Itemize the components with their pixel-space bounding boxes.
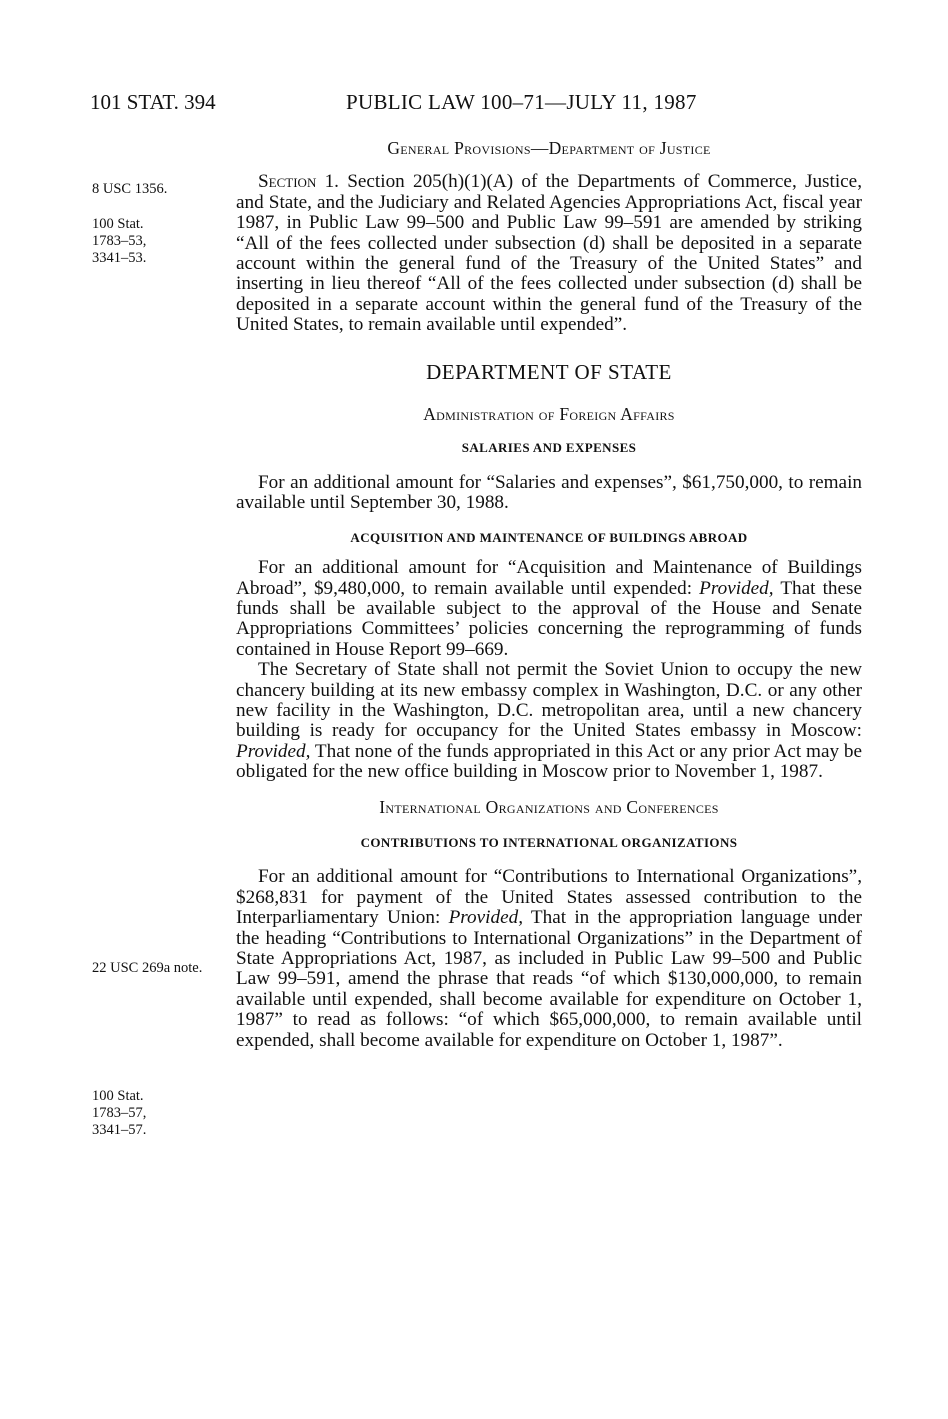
contributions-text-2: That in the appropriation language under the heading “Contributions to International Organizations” in the Department of State Appropriations Act, 1987, as included in Public Law 99–500 and Public Law 99–591, amend the phrase that reads “of which $130,000,000, to remain available until expended, shall become available for expenditure on October 1, 1987” to read as follows: “of which $65,000,000, to remain available until expended, shall become available for expenditure on October 1, 1987”.: [236, 907, 862, 1051]
running-head: [90, 90, 860, 120]
acquisition-provided: Provided,: [699, 577, 774, 599]
salaries-heading: SALARIES AND EXPENSES: [461, 440, 637, 456]
contributions-text-1: For an additional amount for “Contributions to International Organizations”, $268,831 for payment of the United States assessed contribution to the Interparliamentary Union:: [236, 866, 862, 929]
contributions-provided: Provided,: [448, 907, 523, 929]
acquisition-text-2: That these funds shall be available subject to the approval of the House and Senate Appropriations Committees’ policies concerning the reprogramming of funds contained in House Report 99–669.: [236, 577, 863, 660]
soviet-text-2: That none of the funds appropriated in this Act or any prior Act may be obligated for the new office building in Moscow prior to November 1, 1987.: [236, 740, 863, 783]
international-heading: International Organizations and Conferences: [379, 796, 719, 817]
soviet-provided: Provided,: [236, 740, 311, 762]
section-1-text: Section 205(h)(1)(A) of the Departments of Commerce, Justice, and State, and the Judiciary and Related Agencies Appropriations Act, fiscal year 1987, in Public Law 99–500 and Public Law 99–591 are amended by striking “All of the fees collected under subsection (d) shall be deposited in a separate account within the general fund of the Treasury of the United States” and inserting in lieu thereof “All of the fees collected under subsection (d) shall be deposited in a separate account within the general fund of the Treasury of the United States, to remain available until expended”.: [236, 171, 862, 336]
contributions-paragraph: [236, 867, 862, 1051]
department-of-state-heading: DEPARTMENT OF STATE: [426, 359, 672, 384]
salaries-paragraph: For an additional amount for “Salaries and expenses”, $61,750,000, to remain available until September 30, 1988.: [236, 471, 862, 514]
section-label: Section 1.: [258, 171, 339, 193]
margin-note-stat-57: 100 Stat. 1783–57, 3341–57.: [92, 1088, 147, 1138]
administration-heading: Administration of Foreign Affairs: [423, 404, 675, 425]
soviet-text-1: The Secretary of State shall not permit the Soviet Union to occupy the new chancery building at its new embassy complex in Washington, D.C. or any other new facility in the Washington, D.C. metropolitan area, until a new chancery building is ready for occupancy for the United States embassy in Moscow:: [236, 659, 862, 742]
general-provisions-heading: General Provisions—Department of Justice: [387, 138, 711, 158]
soviet-paragraph: [236, 660, 862, 782]
margin-note-stat-53: 100 Stat. 1783–53, 3341–53.: [92, 216, 147, 266]
acquisition-paragraph: [236, 558, 862, 660]
acquisition-heading: ACQUISITION AND MAINTENANCE OF BUILDINGS ABROAD: [350, 529, 748, 545]
contributions-heading: CONTRIBUTIONS TO INTERNATIONAL ORGANIZATIONS: [360, 834, 738, 850]
acquisition-text-1: For an additional amount for “Acquisition and Maintenance of Buildings Abroad”, $9,480,000, to remain available until expended:: [236, 557, 862, 599]
margin-note-usc-1356: 8 USC 1356.: [92, 181, 168, 197]
margin-note-usc-269a: 22 USC 269a note.: [92, 960, 203, 976]
page-title: PUBLIC LAW 100–71—JULY 11, 1987: [346, 90, 697, 114]
page-citation: 101 STAT. 394: [90, 90, 216, 114]
main-text: [236, 138, 862, 1051]
section-1-paragraph: [236, 172, 862, 335]
